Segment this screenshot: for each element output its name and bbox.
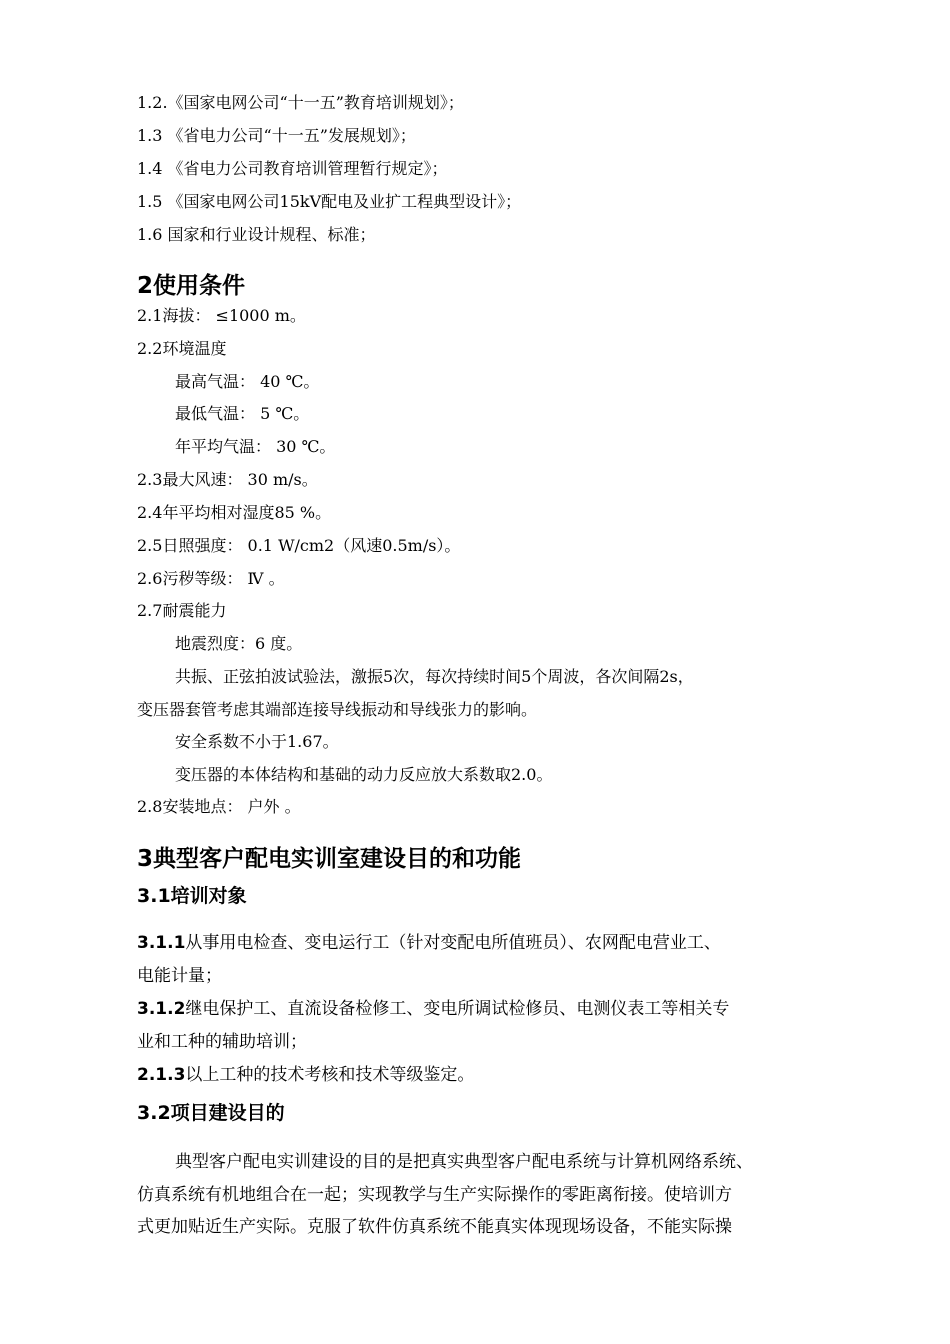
training-item-2-line-2: 业和工种的辅助培训； [137,1032,307,1052]
installation-location: 2.8安装地点： 户外 。 [137,797,301,816]
purpose-line-3: 式更加贴近生产实际。克服了软件仿真系统不能真实体现现场设备，不能实际操 [137,1217,732,1237]
section-3-title: 3典型客户配电实训室建设目的和功能 [137,846,522,872]
seismic-heading: 2.7耐震能力 [137,601,227,620]
humidity-spec: 2.4年平均相对湿度85 %。 [137,503,332,522]
training-item-1-line-2: 电能计量； [137,966,222,986]
safety-factor: 安全系数不小于1.67。 [175,732,339,751]
min-temperature: 最低气温： 5 ℃。 [175,404,310,423]
reference-1-5: 1.5 《国家电网公司15kV配电及业扩工程典型设计》； [137,192,522,211]
training-item-3-line-1: 2.1.3以上工种的技术考核和技术等级鉴定。 [137,1065,475,1085]
pollution-level: 2.6污秽等级： Ⅳ 。 [137,569,285,588]
seismic-intensity: 地震烈度：6 度。 [175,634,303,653]
section-2-title: 2使用条件 [137,273,246,299]
item-number: 3.1.2 [137,999,186,1019]
seismic-test-line-2: 变压器套管考虑其端部连接导线振动和导线张力的影响。 [137,700,538,719]
seismic-test-line-1: 共振、正弦拍波试验法，激振5次，每次持续时间5个周波，各次间隔2s， [175,667,694,686]
max-wind-speed: 2.3最大风速： 30 m/s。 [137,470,318,489]
item-number: 2.1.3 [137,1065,186,1085]
item-number: 3.1.1 [137,933,186,953]
training-item-1-line-1: 3.1.1从事用电检查、变电运行工（针对变配电所值班员）、农网配电营业工、 [137,933,721,953]
altitude-spec: 2.1海拔： ≤1000 m。 [137,306,306,325]
reference-1-6: 1.6 国家和行业设计规程、标准； [137,225,376,244]
reference-1-2: 1.2.《国家电网公司“十一五”教育培训规划》； [137,93,464,112]
training-item-2-line-1: 3.1.2继电保护工、直流设备检修工、变电所调试检修员、电测仪表工等相关专 [137,999,730,1019]
purpose-line-1: 典型客户配电实训建设的目的是把真实典型客户配电系统与计算机网络系统、 [175,1152,753,1172]
reference-1-3: 1.3 《省电力公司“十一五”发展规划》； [137,126,416,145]
section-3-1-title: 3.1培训对象 [137,885,247,907]
avg-temperature: 年平均气温： 30 ℃。 [175,437,336,456]
amplification-factor: 变压器的本体结构和基础的动力反应放大系数取2.0。 [175,765,553,784]
max-temperature: 最高气温： 40 ℃。 [175,372,320,391]
section-3-2-title: 3.2项目建设目的 [137,1102,285,1124]
reference-1-4: 1.4 《省电力公司教育培训管理暂行规定》； [137,159,448,178]
sunlight-intensity: 2.5日照强度： 0.1 W/cm2（风速0.5m/s）。 [137,536,461,555]
purpose-line-2: 仿真系统有机地组合在一起；实现教学与生产实际操作的零距离衔接。使培训方 [137,1185,732,1205]
temperature-heading: 2.2环境温度 [137,339,227,358]
